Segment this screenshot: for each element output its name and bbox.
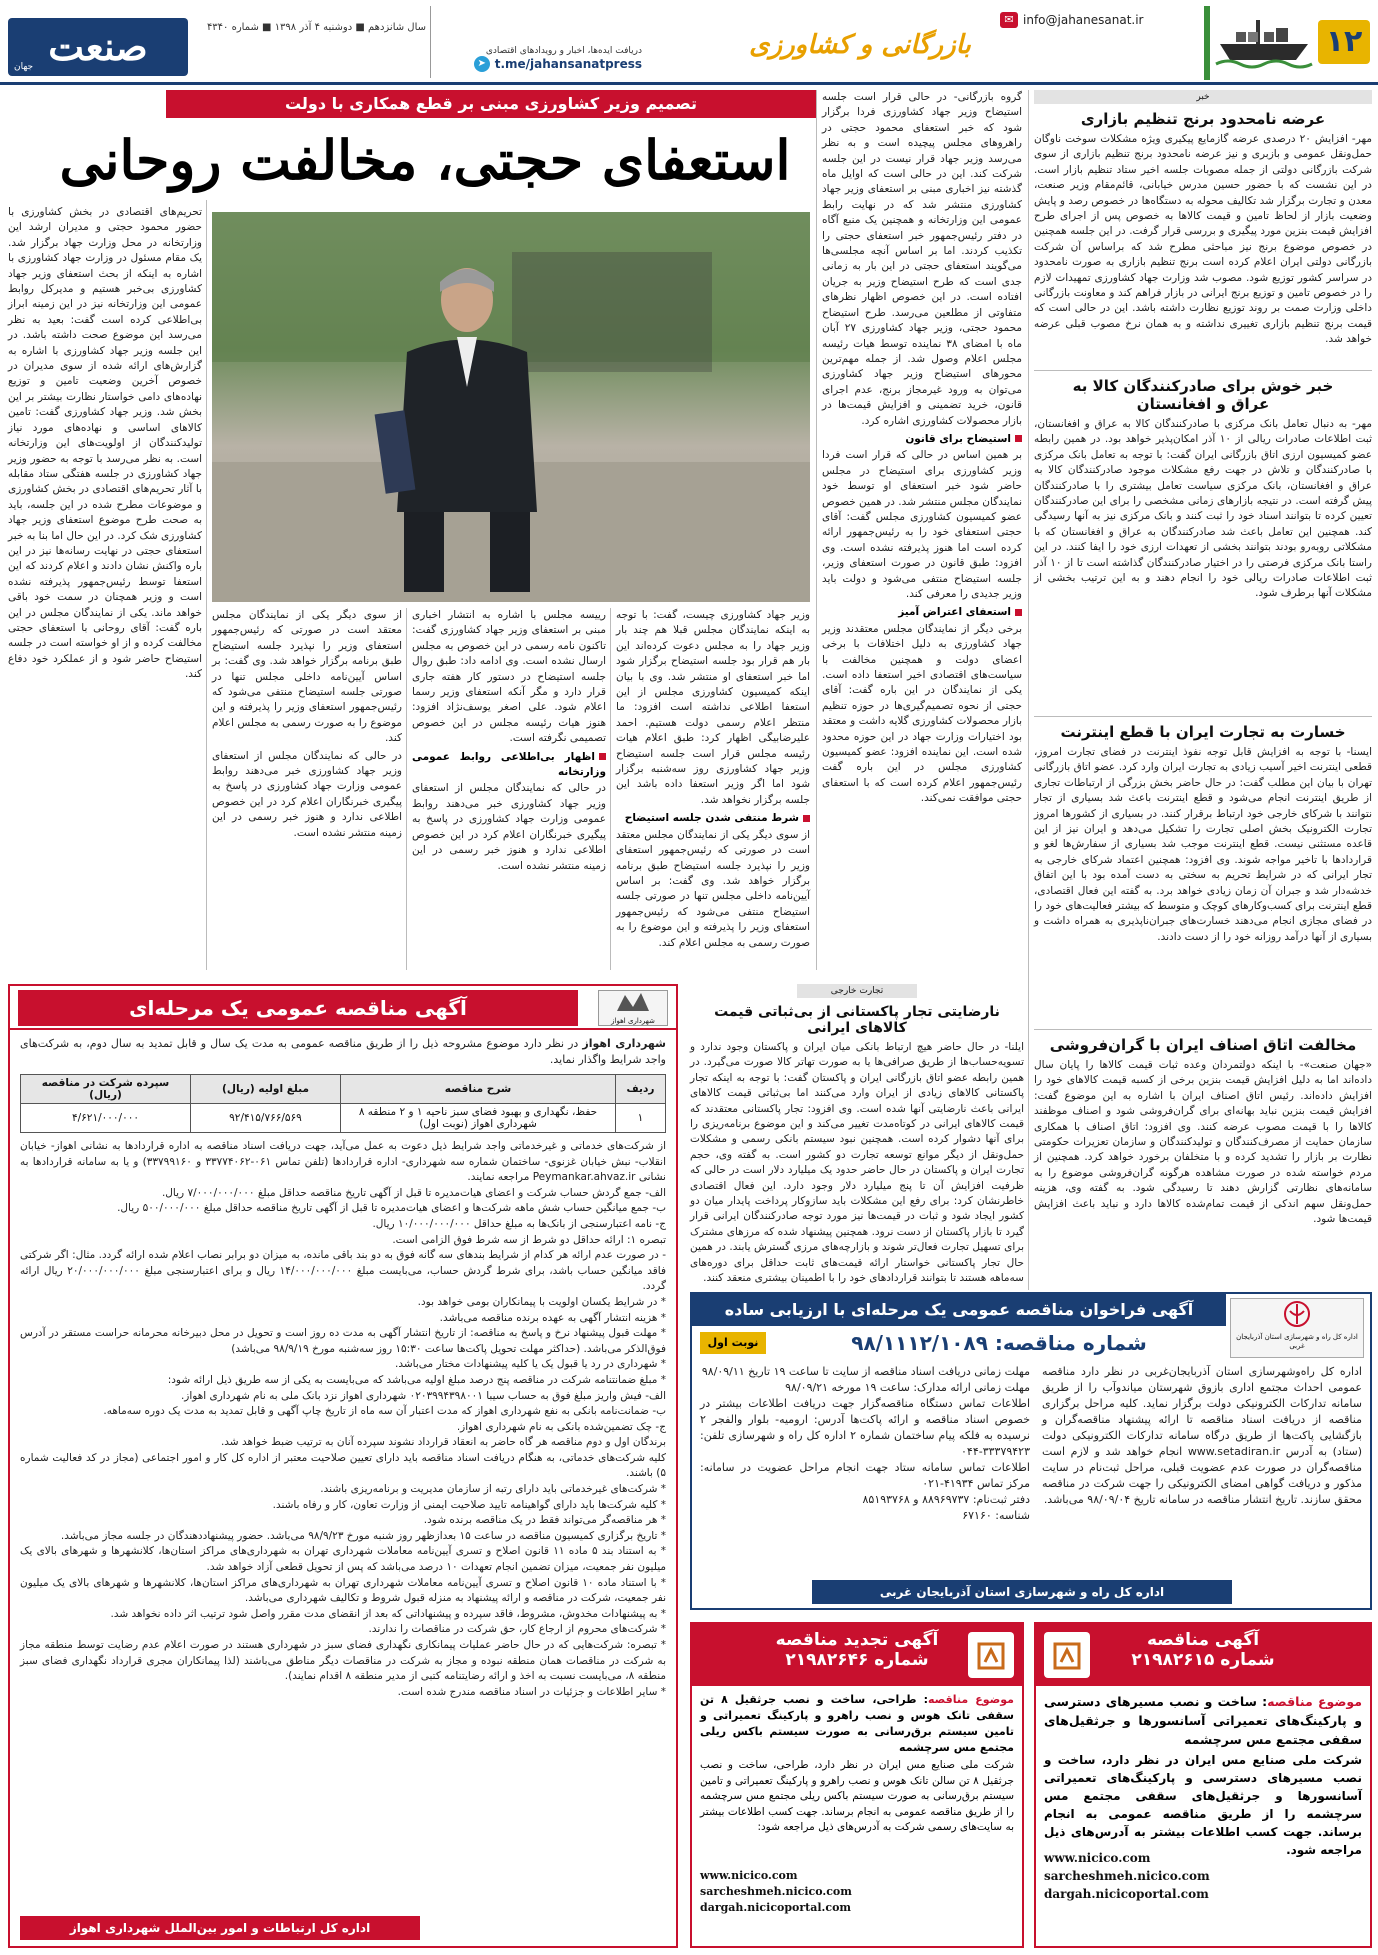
lead-column-b: وزیر جهاد کشاورزی چیست، گفت: با توجه به اینکه نمایندگان مجلس قبلا هم چند بار وزیر جهاد را به مجلس دعوت کرده‌اند این بار هم قرار بود جلسه استیضاح برگزار شود اما خبر استعفای او منتشر شد. وی با بیان اینکه کمیسیون کشاورزی مجلس از این استعفا اطلاعی نداشته است افزود: ما منتظر اعلام رسمی دولت هستیم. احمد علیرضابیگی اظهار کرد: طبق اعلام هیات رئیسه مجلس قرار است جلسه استیضاح وزیر جهاد کشاورزی روز سه‌شنبه برگزار شود اما اگر وزیر استعفا داده باشد این جلسه برگزار نخواهد شد. شرط منتفی شدن جلسه استیضاح از سوی دیگر یکی از نمایندگان مجلس معتقد است در صورتی که رئیس‌جمهور استعفای وزیر را نپذیرد جلسه استیضاح طبق برنامه برگزار خواهد شد. وی گفت: بر اساس آیین‌نامه داخلی مجلس تنها در صورتی جلسه استیضاح منتفی می‌شود که رئیس‌جمهور استعفای وزیر را پذیرفته و این موضوع را به صورت رسمی به مجلس اعلام کند. <box>616 609 810 949</box>
tender-road <box>690 1292 1372 1610</box>
tender-road-number: شماره مناقصه: ۹۸/۱۱۱۲/۱۰۸۹ <box>851 1331 1147 1355</box>
sarcheshmeh-link[interactable]: sarcheshmeh.nicico.com <box>1044 1869 1210 1883</box>
telegram-icon: ➤ <box>474 56 490 72</box>
tender-ahvaz-table: ردیف شرح مناقصه مبلغ اولیه (ریال) سپرده شرکت در مناقصه (ریال) ۱ حفظ، نگهداری و بهبود فضای سبز ناحیه ۱ و ۲ منطقه ۸ شهرداری اهواز (نوبت اول) ۹۲/۴۱۵/۷۶۶/۵۶۹ ۴/۶۲۱/۰۰۰/۰۰۰ <box>20 1074 666 1133</box>
news-tag: خبر <box>1034 90 1372 104</box>
article-title-exporters: خبر خوش برای صادرکنندگان کالا به عراق و افغانستان <box>1072 377 1334 413</box>
article-text-guilds: «جهان صنعت»- با اینکه دولتمردان وعده ثبات قیمت کالاها را پایان سال داده‌اند اما به دلیل افزایش قیمت بنزین برخی از کسبه قیمت کالاهای خود را افزایش داده‌اند. رئیس اتاق اصناف ایران با اشاره به این موضوع گفت: افزایش قیمت بنزین نباید بهانه‌ای برای گران‌فروشی شود و اصناف موظفند کالاها را با قیمت مصوب عرضه کنند. وی افزود: اتاق اصناف با همکاری سازمان حمایت از مصرف‌کنندگان و تولیدکنندگان و سازمان تعزیرات حکومتی نظارت بر بازار را تشدید کرده و با متخلفان برخورد خواهد کرد. همچنین از مردم خواسته شده در صورت مشاهده هرگونه گران‌فروشی موضوع را به سامانه‌های نظارتی گزارش دهند تا رسیدگی شود. به گفته وی، هزینه حمل‌ونقل سهم اندکی از قیمت تمام‌شده کالاها دارد و نباید باعث افزایش قیمت‌ها شود. <box>1034 1059 1372 1226</box>
tender-road-round: نوبت اول <box>700 1332 766 1354</box>
lead-column-c2: از سوی دیگر یکی از نمایندگان مجلس معتقد است در صورتی که رئیس‌جمهور استعفای وزیر را نپذیرد جلسه استیضاح طبق برنامه برگزار خواهد شد. وی گفت: بر اساس آیین‌نامه داخلی مجلس تنها در صورتی جلسه استیضاح منتفی می‌شود که رئیس‌جمهور استعفای وزیر را پذیرفته و این موضوع را به صورت رسمی به مجلس اعلام کند. در حالی که نمایندگان مجلس از استعفای وزیر جهاد کشاورزی خبر می‌دهند روابط عمومی وزارت جهاد کشاورزی در پاسخ به پیگیری خبرنگاران اعلام کرد در این خصوص اطلاعی ندارد و هنوز خبر رسمی در این زمینه منتشر نشده است. <box>212 609 402 839</box>
newspaper-logo: صنعت جهان <box>8 18 188 76</box>
foreign-tag: تجارت خارجی <box>797 984 917 998</box>
portal-link-2[interactable]: dargah.nicicoportal.com <box>700 1901 852 1914</box>
tender-road-title: آگهی فراخوان مناقصه عمومی یک مرحله‌ای با ارزیابی ساده <box>692 1294 1226 1326</box>
emblem-icon <box>1282 1299 1312 1329</box>
nicico-link-2[interactable]: www.nicico.com <box>700 1869 798 1882</box>
tender-road-footer: اداره کل راه و شهرسازی استان آذربایجان غربی <box>812 1580 1232 1604</box>
copper-logo-icon <box>975 1640 1007 1672</box>
tender-ahvaz-body: از شرکت‌های خدماتی و غیرخدماتی واجد شرایط ذیل دعوت به عمل می‌آید، جهت دریافت اسناد مناقصه به اداره قراردادها به نشانی اهواز- خیابان انقلاب- نبش خیابان غزنوی- ساختمان شماره سه شهرداری- اداره قراردادها (تلفن تماس ۰۶۱-۳۳۷۷۴۰۶۲ و ۳۳۷۹۹۱۶۰) و یا به سامانه قراردادها به نشانی Peymankar.ahvaz.ir مراجعه نمایند. الف- جمع گردش حساب شرکت و اعضای هیات‌مدیره تا قبل از آگهی تاریخ مناقصه حداقل مبلغ ۷/۰۰۰/۰۰۰/۰۰۰ ریال. ب- جمع میانگین حساب شش ماهه شرکت‌ها و اعضای هیات‌مدیره تا قبل از آگهی تاریخ مناقصه حداقل مبلغ ۵۰۰/۰۰۰/۰۰۰ ریال. ج- نامه اعتبارسنجی از بانک‌ها به مبلغ حداقل ۱۰/۰۰۰/۰۰۰/۰۰۰ ریال. تبصره ۱: ارائه حداقل دو شرط از سه شرط فوق الزامی است. - در صورت عدم ارائه هر کدام از شرایط بندهای سه گانه فوق به دو بند باقی مانده، به میزان دو برابر نصاب اعلام شده ارائه گردد. مثال: اگر شرکتی فاقد میانگین حساب باشد، برای شرط گردش حساب، می‌بایست مبلغ ۱۴/۰۰۰/۰۰۰/۰۰۰ ریال و برای اعتبارسنجی مبلغ ۲۰/۰۰۰/۰۰۰/۰۰۰ ریال ارائه گردد. * در شرایط یکسان اولویت با پیمانکاران بومی خواهد بود. * هزینه انتشار آگهی به عهده برنده مناقصه می‌باشد. * مهلت قبول پیشنهاد نرخ و پاسخ به مناقصه: از تاریخ انتشار آگهی به مدت ده روز است و تحویل در محل دبیرخانه محرمانه حراست مستقر در آدرس فوق‌الذکر می‌باشد. (حداکثر مهلت تحویل پاکت‌ها ساعت ۱۵:۳۰ روز سه‌شنبه مورخ ۹۸/۹/۱۹ می‌باشد) * شهرداری در رد یا قبول یک یا کلیه پیشنهادات مختار می‌باشد. * مبلغ ضمانتنامه شرکت در مناقصه پنج درصد مبلغ اولیه می‌باشد که می‌بایست به یکی از سه طریق ذیل ارائه شود: الف- فیش واریز مبلغ فوق به حساب سیبا ۰۲۰۳۹۹۴۳۹۸۰۰۱ شهرداری اهواز نزد بانک ملی به نام شهرداری اهواز. ب- ضمانت‌نامه بانکی به نفع شهرداری اهواز که مدت اعتبار آن سه ماه از تاریخ چاپ آگهی و قابل تمدید به مدت یک دوره سه‌ماهه. ج- چک تضمین‌شده بانکی به نام شهرداری اهواز. برندگان اول و دوم مناقصه هر گاه حاضر به انعقاد قرارداد نشوند سپرده آنان به ترتیب ضبط خواهد شد. کلیه شرکت‌های خدماتی، به هنگام دریافت اسناد مناقصه باید دارای تعیین صلاحیت معتبر از اداره کل کار و امور اجتماعی (مجاز در کد فعالیت شماره ۵) باشند. * شرکت‌های غیرخدماتی باید دارای رتبه از سازمان مدیریت و برنامه‌ریزی باشند. * کلیه شرکت‌ها باید دارای گواهینامه تایید صلاحیت ایمنی از وزارت تعاون، کار و رفاه باشند. * هر مناقصه‌گر می‌تواند فقط در یک مناقصه برنده شود. * تاریخ برگزاری کمیسیون مناقصه در ساعت ۱۵ بعدازظهر روز شنبه مورخ ۹۸/۹/۲۳ می‌باشد. حضور پیشنهاددهندگان در جلسه مجاز می‌باشد. * به استناد بند ۵ ماده ۱۱ قانون اصلاح و تسری آیین‌نامه معاملات شهرداری تهران به شهرداری‌های مراکز استان‌ها، کلانشهرها و شهرهای بالای یک میلیون نفر جمعیت، میزان تضمین انجام تعهدات ۱۰ درصد می‌باشد که پس از تحویل قطعی آزاد خواهد شد. * با استناد ماده ۱۰ قانون اصلاح و تسری آیین‌نامه معاملات شهرداری تهران به شهرداری‌های مراکز استان‌ها، کلانشهرها و شهرهای بالای یک میلیون نفر جمعیت، شرکت در مناقصه و ارائه پیشنهاد به منزله قبول شروط و تکالیف شهرداری می‌باشد. * به پیشنهادات مخدوش، مشروط، فاقد سپرده و پیشنهاداتی که بعد از انقضای مدت مقرر واصل شود ترتیب اثر داده نخواهد شد. * شرکت‌های محروم از ارجاع کار، حق شرکت در مناقصات را ندارند. * تبصره: شرکت‌هایی که در حال حاضر عملیات پیمانکاری نگهداری فضای سبز در شهرداری هستند در صورت اعلام عدم رضایت توسط منطقه مجاز به شرکت در مناقصات همان منطقه نبوده و مجاز به شرکت در مناقصات دیگر مناطق می‌باشند (لذا پیمانکاران مجری قرارداد نگهداری فضای سبز منطقه ۸، می‌بایست نسبت به اخذ و ارائه رضایتنامه کتبی از مدیر منطقه ۸ اقدام نمایند). * سایر اطلاعات و جزئیات در اسناد مناقصه مندرج شده است. <box>20 1140 666 1698</box>
mail-icon: ✉ <box>1000 12 1018 28</box>
lead-column-d: تحریم‌های اقتصادی در بخش کشاورزی با حضور محمود حجتی و مدیران ارشد این وزارتخانه در محل وزارت جهاد برگزار شد. یک مقام مسئول در وزارت جهاد کشاورزی با اشاره به اینکه از بحث استعفای وزیر جهاد کشاورزی بی‌خبر هستیم و مدیرکل روابط عمومی این وزارتخانه نیز در این زمینه ابراز بی‌اطلاعی کرده است گفت: بعید به نظر می‌رسد این موضوع صحت داشته باشد. در این جلسه وزیر جهاد کشاورزی با اشاره به گزارش‌های ارائه شده از سوی مدیران در خصوص آخرین وضعیت تامین و توزیع نهاده‌های دامی خواستار نظارت بیشتر بر این بخش شد. وزیر جهاد کشاورزی گفت: تامین کالاهای اساسی و نهاده‌های مورد نیاز تولیدکنندگان از اولویت‌های این وزارتخانه است. به نظر می‌رسد با توجه به حضور وزیر جهاد کشاورزی در جلسه هفتگی ستاد مقابله با آثار تحریم‌های اقتصادی در بخش کشاورزی و موضوعات مطرح شده در این جلسه، باید به صحت طرح موضوع استعفای وزیر جهاد کشاورزی شک کرد. در این حال اما بنا به خبر استعفای حجتی در نهایت رسانه‌ها نیز در این باره واکنش نشان دادند و اعلام کردند که این استعفا توسط رئیس‌جمهور پذیرفته نشده است و وزیر همچنان در سمت خود باقی خواهد ماند. یکی از نمایندگان مجلس در این باره گفت: آقای روحانی با استعفای حجتی مخالفت کرده و از او خواسته است در جلسه استیضاح حاضر شود و از عملکرد خود دفاع کند. <box>8 206 202 681</box>
email-link[interactable]: ✉ info@jahanesanat.ir <box>1000 10 1180 30</box>
sarcheshmeh-link-2[interactable]: sarcheshmeh.nicico.com <box>700 1885 852 1898</box>
page-number: ۱۲ <box>1318 20 1370 64</box>
foreign-text: ایلنا- در حال حاضر هیچ ارتباط بانکی میان ایران و پاکستان وجود ندارد و تسویه‌حساب‌ها از طریق صرافی‌ها یا به صورت تهاتر کالا صورت می‌گیرد. در همین رابطه عضو اتاق بازرگانی ایران و پاکستان گفت: با توجه به اینکه تجار پاکستانی کالاهای زیادی از ایران وارد می‌کنند اما بی‌ثباتی قیمت کالاهای ایرانی باعث نارضایتی آنها شده است. وی افزود: تجار پاکستانی معتقدند که قیمت کالاهای ایرانی در کوتاه‌مدت تغییر می‌کند و این موضوع برنامه‌ریزی را برای آنها دشوار کرده است. همچنین نبود سیستم بانکی رسمی و مشکلات حمل‌ونقل از دیگر موانع توسعه تجارت دو کشور است. به گفته وی، حجم تجارت ایران و پاکستان در حال حاضر حدود یک میلیارد دلار است در حالی که ظرفیت افزایش آن تا پنج میلیارد دلار وجود دارد. این فعال اقتصادی خاطرنشان کرد: برای رفع این مشکلات باید سازوکار پرداخت پایدار میان دو کشور ایجاد شود و ثبات در قیمت‌ها نیز مورد توجه صادرکنندگان ایرانی قرار گیرد تا بازار پاکستان از دست نرود. همچنین پیشنهاد شده که مرزهای مشترک برای تسهیل تجارت فعال‌تر شوند و بازارچه‌های مرزی گسترش یابند. در همین حال تجار پاکستانی خواستار ارائه قیمت‌های ثابت حداقل برای دوره‌های سه‌ماهه هستند تا بتوانند قراردادهای خود را با اطمینان بیشتری منعقد کنند. <box>690 1041 1024 1285</box>
copper-logo-icon <box>1051 1640 1083 1672</box>
lead-column-c: رییسه مجلس با اشاره به انتشار اخباری مبنی بر استعفای وزیر جهاد کشاورزی گفت: تاکنون نامه رسمی در این خصوص به مجلس ارسال نشده است. وی ادامه داد: طبق روال جلسه استیضاح در دستور کار هفته جاری قرار دارد و مگر آنکه استعفای وزیر رسما اعلام شود. علی اصغر یوسف‌نژاد افزود: هنوز هیات رئیسه مجلس در این خصوص تصمیمی نگرفته است. اظهار بی‌اطلاعی روابط عمومی وزارتخانه در حالی که نمایندگان مجلس از استعفای وزیر جهاد کشاورزی خبر می‌دهند روابط عمومی وزارت جهاد کشاورزی در پاسخ به پیگیری خبرنگاران اعلام کرد در این خصوص اطلاعی ندارد و هنوز خبر رسمی در این زمینه منتشر نشده است. <box>412 609 606 872</box>
minister-photo <box>212 212 810 602</box>
section-title: بازرگانی و کشاورزی <box>749 30 971 60</box>
tender-nicico-1: آگهی مناقصه شماره ۲۱۹۸۲۶۱۵ موضوع مناقصه: ساخت و نصب مسیرهای دسترسی و پارکینگ‌های تعمیراتی آسانسورها و جرثقیل‌های سقفی مجتمع مس سرچشمه شرکت ملی صنایع مس ایران در نظر دارد، ساخت و نصب مسیرهای دسترسی و پارکینگ‌های تعمیراتی آسانسورها و جرثقیل‌های سقفی مجتمع مس سرچشمه را از طریق مناقصه عمومی به انجام برساند. جهت کسب اطلاعات بیشتر به آدرس‌های ذیل مراجعه شود. www.nicico.com sarcheshmeh.nicico.com dargah.nicicoportal.com <box>1034 1622 1372 1948</box>
issue-info: سال شانزدهم ■ دوشنبه ۴ آذر ۱۳۹۸ ■ شماره ۴۳۴۰ <box>206 22 426 33</box>
article-title-rice: عرضه نامحدود برنج تنظیم بازاری <box>1080 110 1326 128</box>
lead-kicker: تصمیم وزیر کشاورزی مبنی بر قطع همکاری با دولت <box>166 90 816 118</box>
masthead <box>0 0 1378 84</box>
tender-ahvaz: شهرداری اهواز آگهی مناقصه عمومی یک مرحله‌ای شهرداری اهواز در نظر دارد موضوع مشروحه ذیل را از طریق مناقصه عمومی به مدت یک سال و قابل تمدید به سال دوم، به شرکت‌های واجد شرایط واگذار نماید. ردیف شرح مناقصه مبلغ اولیه (ریال) سپرده شرکت در مناقصه (ریال) ۱ حفظ، نگهداری و بهبود فضای سبز ناحیه ۱ و ۲ منطقه ۸ شهرداری اهواز (نوبت اول) ۹۲/۴۱۵/۷۶۶/۵۶۹ ۴/۶۲۱/۰۰۰/۰۰۰ از شرکت‌های خدماتی و غیرخدماتی واجد شرایط ذیل دعوت به عمل می‌آید، جهت دریافت اسناد مناقصه به اداره قراردادها به نشانی اهواز- خیابان انقلاب- نبش خیابان غزنوی- ساختمان شماره سه شهرداری- اداره قراردادها (تلفن تماس ۰۶۱-۳۳۷۷۴۰۶۲ و ۳۳۷۹۹۱۶۰) و یا به سامانه قراردادها به نشانی Peymankar.ahvaz.ir مراجعه نمایند. الف- جمع گردش حساب شرکت و اعضای هیات‌مدیره تا قبل از آگهی تاریخ مناقصه حداقل مبلغ ۷/۰۰۰/۰۰۰/۰۰۰ ریال. ب- جمع میانگین حساب شش ماهه شرکت‌ها و اعضای هیات‌مدیره تا قبل از آگهی تاریخ مناقصه حداقل مبلغ ۵۰۰/۰۰۰/۰۰۰ ریال. ج- نامه اعتبارسنجی از بانک‌ها به مبلغ حداقل ۱۰/۰۰۰/۰۰۰/۰۰۰ ریال. تبصره ۱: ارائه حداقل دو شرط از سه شرط فوق الزامی است. - در صورت عدم ارائه هر کدام از شرایط بندهای سه گانه فوق به دو بند باقی مانده، به میزان دو برابر نصاب اعلام شده ارائه گردد. مثال: اگر شرکتی فاقد میانگین حساب باشد، برای شرط گردش حساب، می‌بایست مبلغ ۱۴/۰۰۰/۰۰۰/۰۰۰ ریال و برای اعتبارسنجی مبلغ ۲۰/۰۰۰/۰۰۰/۰۰۰ ریال ارائه گردد. * در شرایط یکسان اولویت با پیمانکاران بومی خواهد بود. * هزینه انتشار آگهی به عهده برنده مناقصه می‌باشد. * مهلت قبول پیشنهاد نرخ و پاسخ به مناقصه: از تاریخ انتشار آگهی به مدت ده روز است و تحویل در محل دبیرخانه محرمانه حراست مستقر در آدرس فوق‌الذکر می‌باشد. (حداکثر مهلت تحویل پاکت‌ها ساعت ۱۵:۳۰ روز سه‌شنبه مورخ ۹۸/۹/۱۹ می‌باشد) * شهرداری در رد یا قبول یک یا کلیه پیشنهادات مختار می‌باشد. * مبلغ ضمانتنامه شرکت در مناقصه پنج درصد مبلغ اولیه می‌باشد که می‌بایست به یکی از سه طریق ذیل ارائه شود: الف- فیش واریز مبلغ فوق به حساب سیبا ۰۲۰۳۹۹۴۳۹۸۰۰۱ شهرداری اهواز نزد بانک ملی به نام شهرداری اهواز. ب- ضمانت‌نامه بانکی به نفع شهرداری اهواز که مدت اعتبار آن سه ماه از تاریخ چاپ آگهی و قابل تمدید به مدت یک دوره سه‌ماهه. ج- چک تضمین‌شده بانکی به نام شهرداری اهواز. برندگان اول و دوم مناقصه هر گاه حاضر به انعقاد قرارداد نشوند سپرده آنان به ترتیب ضبط خواهد شد. کلیه شرکت‌های خدماتی، به هنگام دریافت اسناد مناقصه باید دارای تعیین صلاحیت معتبر از اداره کل کار و امور اجتماعی (مجاز در کد فعالیت شماره ۵) باشند. * شرکت‌های غیرخدماتی باید دارای رتبه از سازمان مدیریت و برنامه‌ریزی باشند. * کلیه شرکت‌ها باید دارای گواهینامه تایید صلاحیت ایمنی از وزارت تعاون، کار و رفاه باشند. * هر مناقصه‌گر می‌تواند فقط در یک مناقصه برنده شود. * تاریخ برگزاری کمیسیون مناقصه در ساعت ۱۵ بعدازظهر روز شنبه مورخ ۹۸/۹/۲۳ می‌باشد. حضور پیشنهاددهندگان در جلسه مجاز می‌باشد. * به استناد بند ۵ ماده ۱۱ قانون اصلاح و تسری آیین‌نامه معاملات شهرداری تهران به شهرداری‌های مراکز استان‌ها، کلانشهرها و شهرهای بالای یک میلیون نفر جمعیت، میزان تضمین انجام تعهدات ۱۰ درصد می‌باشد که پس از تحویل قطعی آزاد خواهد شد. * با استناد ماده ۱۰ قانون اصلاح و تسری آیین‌نامه معاملات شهرداری تهران به شهرداری‌های مراکز استان‌ها، کلانشهرها و شهرهای بالای یک میلیون نفر جمعیت، شرکت در مناقصه و ارائه پیشنهاد به منزله قبول شروط و تکالیف شهرداری می‌باشد. * به پیشنهادات مخدوش، مشروط، فاقد سپرده و پیشنهاداتی که بعد از انقضای مدت مقرر واصل شود ترتیب اثر داده نخواهد شد. * شرکت‌های محروم از ارجاع کار، حق شرکت در مناقصات را ندارند. * تبصره: شرکت‌هایی که در حال حاضر عملیات پیمانکاری نگهداری فضای سبز در شهرداری هستند در صورت اعلام عدم رضایت توسط منطقه مجاز به شرکت در مناقصات همان منطقه نبوده و مجاز به شرکت در مناقصات دیگر مناطق می‌باشند (لذا پیمانکاران مجری قرارداد نگهداری فضای سبز منطقه ۸، می‌بایست نسبت به اخذ و ارائه رضایتنامه کتبی از مدیر منطقه ۸ اقدام نمایند). * سایر اطلاعات و جزئیات در اسناد مناقصه مندرج شده است. اداره کل ارتباطات و امور بین‌الملل شهرداری اهواز <box>8 984 678 1948</box>
tender-ahvaz-logo: شهرداری اهواز <box>598 990 668 1026</box>
foreign-trade-article <box>690 984 1024 1285</box>
article-title-guilds: مخالفت اتاق اصناف ایران با گران‌فروشی <box>1049 1036 1357 1054</box>
cargo-ship-icon <box>1216 14 1312 70</box>
tender-ahvaz-footer: اداره کل ارتباطات و امور بین‌الملل شهرداری اهواز <box>20 1916 420 1940</box>
tender-road-emblem: اداره کل راه و شهرسازی استان آذربایجان غربی <box>1230 1298 1364 1358</box>
lead-column-a: گروه بازرگانی- در حالی قرار است جلسه استیضاح وزیر جهاد کشاورزی فردا برگزار شود که خبر استعفای محمود حجتی در راهروهای مجلس پیچیده است و به نظر می‌رسد وزیر جهاد قرار نیست در این جلسه شرکت کند. این در حالی است که اوایل ماه گذشته نیز اخباری مبنی بر استعفای وزیر جهاد کشاورزی منتشر شد که در نهایت رابط عمومی این وزارتخانه و همچنین یک منبع آگاه در دفتر رئیس‌جمهور خبر استعفای حجتی را تکذیب کردند. اما بر اساس آنچه مجلسی‌ها می‌گویند استعفای حجتی در این بار به زمانی جدی است که طرح استیضاح وزیر به جریان افتاده است. در این خصوص اظهار نظرهای متفاوتی از مطلعین می‌رسد. طرح استیضاح محمود حجتی، وزیر جهاد کشاورزی ۲۷ آبان ماه با امضای ۳۸ نماینده توسط هیات رئیسه مجلس اعلام وصول شد. از جمله مهم‌ترین محورهای استیضاح وزیر جهاد کشاورزی می‌توان به ورود غیرمجاز برنج، عدم اجرای قانون، خرید تضمینی و افزایش قیمت‌ها در بازار محصولات کشاورزی اشاره کرد. استیضاح برای قانون بر همین اساس در حالی که قرار است فردا وزیر کشاورزی برای استیضاح در مجلس حاضر شود خبر استعفای او توسط خود نمایندگان مجلس منتشر شد. در همین خصوص عضو کمیسیون کشاورزی مجلس گفت: آقای حجتی استعفای خود را به رئیس‌جمهور ارائه کرده است اما هنوز پذیرفته نشده است. وی افزود: طبق قانون در صورت استعفای وزیر، جلسه استیضاح منتفی می‌شود و دولت باید وزیر جدیدی را معرفی کند. استعفای اعتراض آمیز برخی دیگر از نمایندگان مجلس معتقدند وزیر جهاد کشاورزی به دلیل اختلافات با برخی اعضای دولت و همچنین مخالفت با سیاست‌های اقتصادی اخیر استعفا داده است. یکی از نمایندگان در این باره گفت: آقای حجتی از نحوه تصمیم‌گیری‌ها در حوزه تنظیم بازار محصولات کشاورزی گلایه داشت و معتقد بود اختیارات وزارت جهاد در این حوزه محدود شده است. این نماینده افزود: عضو کمیسیون کشاورزی مجلس در این باره گفت رئیس‌جمهور اعلام کرده است که با استعفای حجتی موافقت نمی‌کند. <box>822 91 1022 805</box>
city-logo-icon <box>615 991 651 1013</box>
tender-road-right-text: اداره کل راه‌وشهرسازی استان آذربایجان‌غربی در نظر دارد مناقصه عمومی احداث مجتمع اداری بازوق شهرستان میاندوآب را از طریق سامانه تدارکات الکترونیکی دولت برگزار نماید. کلیه مراحل برگزاری مناقصه از دریافت اسناد مناقصه تا ارائه پیشنهاد مناقصه‌گران و بازگشایی پاکت‌ها از طریق درگاه سامانه تدارکات الکترونیکی دولت (ستاد) به آدرس www.setadiran.ir انجام خواهد شد و لازم است مناقصه‌گران در صورت عدم عضویت قبلی، مراحل ثبت‌نام در سایت مذکور و دریافت گواهی امضای الکترونیکی را جهت شرکت در مناقصه محقق سازند. تاریخ انتشار مناقصه در سامانه تاریخ ۹۸/۰۹/۰۴ می‌باشد. <box>1042 1365 1362 1506</box>
tender-road-left-text: مهلت زمانی دریافت اسناد مناقصه از سایت تا ساعت ۱۹ تاریخ ۹۸/۰۹/۱۱ مهلت زمانی ارائه مدارک: ساعت ۱۹ مورخه ۹۸/۰۹/۲۱ اطلاعات تماس دستگاه مناقصه‌گزار جهت دریافت اطلاعات بیشتر در خصوص اسناد مناقصه و ارائه پاکت‌ها آدرس: ارومیه- بلوار والفجر ۲ نرسیده به فلکه پیام ساختمان شماره ۲ اداره کل راه و شهرسازی تلفن: ۳۳۳۷۹۴۲۳-۰۴۴ اطلاعات تماس سامانه ستاد جهت انجام مراحل عضویت در سامانه: مرکز تماس ۴۱۹۳۴-۰۲۱ دفتر ثبت‌نام: ۸۸۹۶۹۷۳۷ و ۸۵۱۹۳۷۶۸ شناسه: ۶۷۱۶۰ <box>700 1365 1030 1522</box>
nicico-link[interactable]: www.nicico.com <box>1044 1851 1151 1865</box>
nicico-logo-2 <box>968 1632 1014 1678</box>
article-text-rice: مهر- افزایش ۲۰ درصدی عرضه گازمایع پیکیری ویژه مشکلات سوخت ناوگان حمل‌ونقل عمومی و بازبری و نیز عرضه نامحدود برنج تنظیم بازاری از سوی شرکت بازرگانی دولتی از جمله مصوبات جلسه اخیر ستاد تنظیم بازار است. در این نشست که با حضور حسین مدرس خیابانی، قائم‌مقام وزیر صنعت، معدن و تجارت برگزار شد تکالیف محوله به دستگاه‌ها در خصوص رصد و پایش وضعیت بازار از لحاظ تامین و قیمت کالاها به خصوص پس از اجرای طرح افزایش قیمت بنزین مورد پیگیری و بررسی قرار گرفت. در این جلسه همچنین در خصوص موضوع برنج نیز مباحثی مطرح شد که براساس آن شرکت بازرگانی دولتی ایران اعلام کرده است برنج تنظیم بازاری به صورت نامحدود در سراسر کشور توزیع شود. مصوب شد وزارت جهاد کشاورزی تمهیدات لازم را در خصوص تامین و توزیع برنج ایرانی در بازار فراهم کند و معاونت بازرگانی داخلی وزارت صمت بر روند توزیع نظارت داشته باشد. این در حالی است که قیمت برنج تنظیم بازاری تغییری نداشته و به همان نرخ مصوب قبلی عرضه خواهد شد. <box>1034 133 1372 346</box>
foreign-title: نارضایتی تجار پاکستانی از بی‌ثباتی قیمت کالاهای ایرانی <box>714 1004 1000 1036</box>
telegram-promo[interactable]: دریافت ایده‌ها، اخبار و رویدادهای اقتصادی ➤ t.me/jahansanatpress <box>432 46 642 80</box>
article-text-internet: ایسنا- با توجه به افزایش قابل توجه نفوذ اینترنت در فضای تجارت امروز، قطعی اینترنت اخیر آسیب زیادی به تجارت ایران وارد کرد. عضو اتاق بازرگانی تهران با بیان این مطلب گفت: در حال حاضر بخش بزرگی از ارتباطات تجاری از طریق اینترنت انجام می‌شود و قطع اینترنت باعث شد بسیاری از تجار نتوانند با شرکای خارجی خود ارتباط برقرار کنند. در بسیاری از کشورها امروز تجارت الکترونیک بخش اصلی تجارت را تشکیل می‌دهد و ایران نیز از این قاعده مستثنی نیست. قطع اینترنت موجب شد بسیاری از سفارش‌ها لغو و قراردادها با تاخیر مواجه شوند. وی افزود: همچنین اعتماد شرکای خارجی به تجار ایرانی که در شرایط تحریم به سختی به دست آمده بود با این اتفاق خدشه‌دار شد و جبران آن زمان زیادی خواهد برد. به گفته این فعال اقتصادی، قطع اینترنت برای کسب‌وکارهای کوچک و متوسط که بیشتر فعالیت‌های خود را در فضای مجازی انجام می‌دهند خسارت‌های جبران‌ناپذیری به همراه داشت و بسیاری از آنها درآمد روزانه خود را از دست دادند. <box>1034 746 1372 943</box>
article-text-exporters: مهر- به دنبال تعامل بانک مرکزی با صادرکنندگان کالا به عراق و افغانستان، ثبت اطلاعات صادرات ریالی از ۱۰ آذر امکان‌پذیر خواهد بود. در همین رابطه عضو کمیسیون ارزی اتاق بازرگانی ایران گفت: با توجه به تعامل بانک مرکزی با صادرکنندگان و تلاش در جهت رفع مشکلات موجود صادرکنندگان کالا به عراق و افغانستان، بانک مرکزی سیاست تعامل بیشتری را با صادرکنندگان پیش گرفته است. در نتیجه بازارهای زمانی مشخصی را برای این صادرکنندگان تعیین کرده تا بتوانند اسناد خود را ثبت کنند و بانک مرکزی نیز به آنها رسیدگی کند. همچنین این تعامل باعث شد صادرکنندگان به عراق و افغانستان که با مشکلاتی روبه‌رو بودند بتوانند بخشی از تعهدات ارزی خود را ایفا کنند. در این راستا بانک مرکزی فرصتی را در اختیار صادرکنندگان گذاشته است تا از ۱۰ آذر ثبت اطلاعات صادرات ریالی خود را انجام دهند و به این ترتیب بخشی از مشکلات آنها برطرف شود. <box>1034 418 1372 600</box>
lead-headline: استعفای حجتی، مخالفت روحانی <box>59 128 791 192</box>
nicico-logo-1 <box>1044 1632 1090 1678</box>
news-column <box>1034 90 1372 1285</box>
article-title-internet: خسارت به تجارت ایران با قطع اینترنت <box>1060 723 1346 741</box>
tender-ahvaz-title: آگهی مناقصه عمومی یک مرحله‌ای <box>18 990 578 1026</box>
portal-link[interactable]: dargah.nicicoportal.com <box>1044 1887 1209 1901</box>
tender-nicico-2: آگهی تجدید مناقصه شماره ۲۱۹۸۲۶۴۶ موضوع مناقصه: طراحی، ساخت و نصب جرثقیل ۸ تن سقفی تانک هوس و نصب راهرو و پارکینگ تعمیراتی و تامین سیستم برق‌رسانی به صورت سیستم باکس ریلی مجتمع مس سرچشمه شرکت ملی صنایع مس ایران در نظر دارد، طراحی، ساخت و نصب جرثقیل ۸ تن سالن تانک هوس و نصب راهرو و پارکینگ تعمیراتی و تامین سیستم برق‌رسانی به صورت سیستم باکس ریلی مجتمع مس سرچشمه را از طریق مناقصه عمومی به انجام برساند. جهت کسب اطلاعات بیشتر به سایت‌های رسمی شرکت به آدرس‌های ذیل مراجعه شود: www.nicico.com sarcheshmeh.nicico.com dargah.nicicoportal.com <box>690 1622 1024 1948</box>
